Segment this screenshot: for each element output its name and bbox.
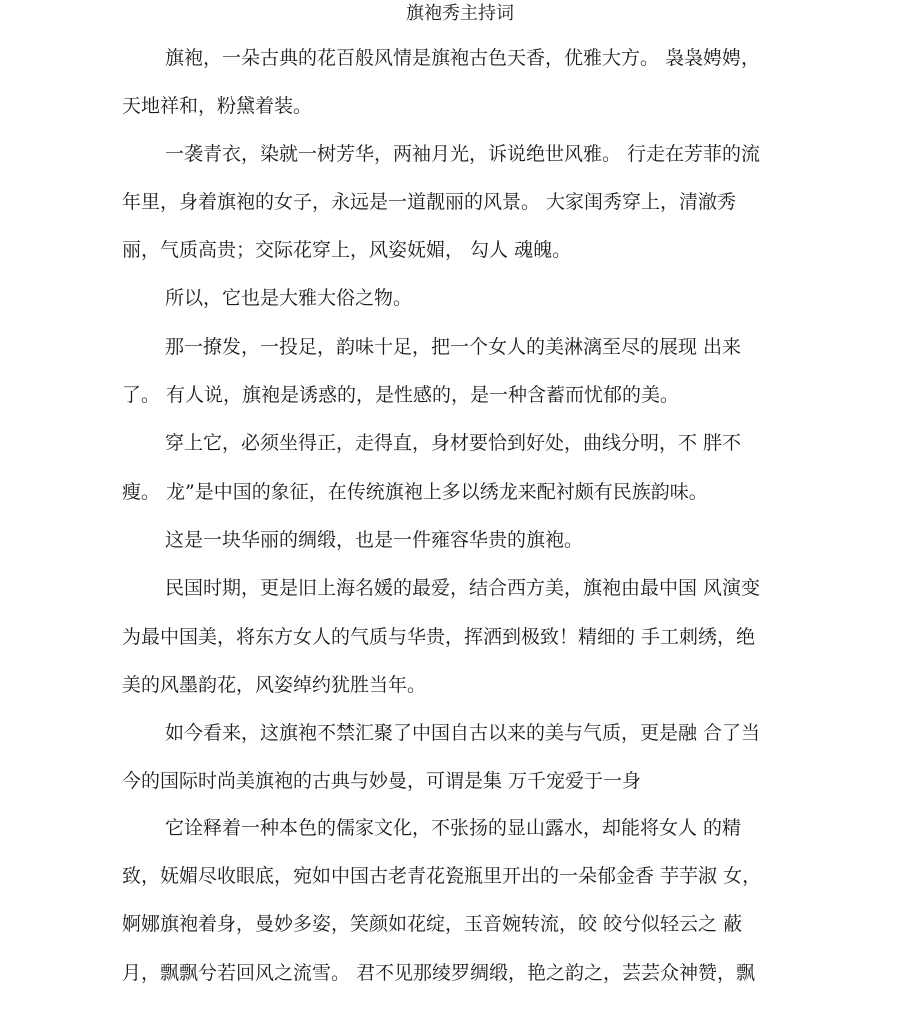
text-line: 美的风墨韵花，风姿绰约犹胜当年。 (122, 674, 427, 696)
text-line: 了。 有人说，旗袍是诱惑的，是性感的，是一种含蓄而忧郁的美。 (122, 384, 680, 406)
text-line: 它诠释着一种本色的儒家文化，不张扬的显山露水，却能将女人 的精 (165, 817, 742, 839)
text-line: 一袭青衣，染就一树芳华，两袖月光，诉说绝世风雅。 行走在芳菲的流 (165, 143, 761, 165)
text-line: 穿上它，必须坐得正，走得直，身材要恰到好处，曲线分明，不 胖不 (165, 432, 742, 454)
text-line: 丽，气质高贵；交际花穿上，风姿妩媚， 勾人 魂魄。 (122, 239, 572, 261)
text-line: 这是一块华丽的绸缎，也是一件雍容华贵的旗袍。 (165, 529, 584, 551)
text-line: 婀娜旗袍着身，曼妙多姿，笑颜如花绽，玉音婉转流，皎 皎兮似轻云之 蔽 (122, 913, 743, 935)
text-line: 所以，它也是大雅大俗之物。 (165, 287, 413, 309)
text-line: 月，飘飘兮若回风之流雪。 君不见那绫罗绸缎，艳之韵之，芸芸众神赞，飘 (122, 962, 756, 984)
text-line: 旗袍，一朵古典的花百般风情是旗袍古色天香，优雅大方。 袅袅娉娉， (165, 47, 761, 69)
text-line: 天地祥和，粉黛着装。 (122, 95, 313, 117)
text-line: 年里，身着旗袍的女子，永远是一道靓丽的风景。 大家闺秀穿上，清澈秀 (122, 191, 737, 213)
text-line: 如今看来，这旗袍不禁汇聚了中国自古以来的美与气质，更是融 合了当 (165, 722, 761, 744)
text-line: 瘦。 龙”是中国的象征，在传统旗袍上多以绣龙来配衬颇有民族韵味。 (122, 481, 708, 503)
text-line: 今的国际时尚美旗袍的古典与妙曼，可谓是集 万千宠爱于一身 (122, 770, 642, 792)
text-line: 民国时期，更是旧上海名媛的最爱，结合西方美，旗袍由最中国 风演变 (165, 577, 761, 599)
page-title: 旗袍秀主持词 (406, 3, 514, 24)
text-line: 为最中国美，将东方女人的气质与华贵，挥洒到极致！精细的 手工刺绣，绝 (122, 626, 756, 648)
text-line: 那一撩发，一投足，韵味十足，把一个女人的美淋漓至尽的展现 出来 (165, 336, 742, 358)
text-line: 致，妩媚尽收眼底，宛如中国古老青花瓷瓶里开出的一朵郁金香 芋芋淑 女， (122, 865, 762, 887)
